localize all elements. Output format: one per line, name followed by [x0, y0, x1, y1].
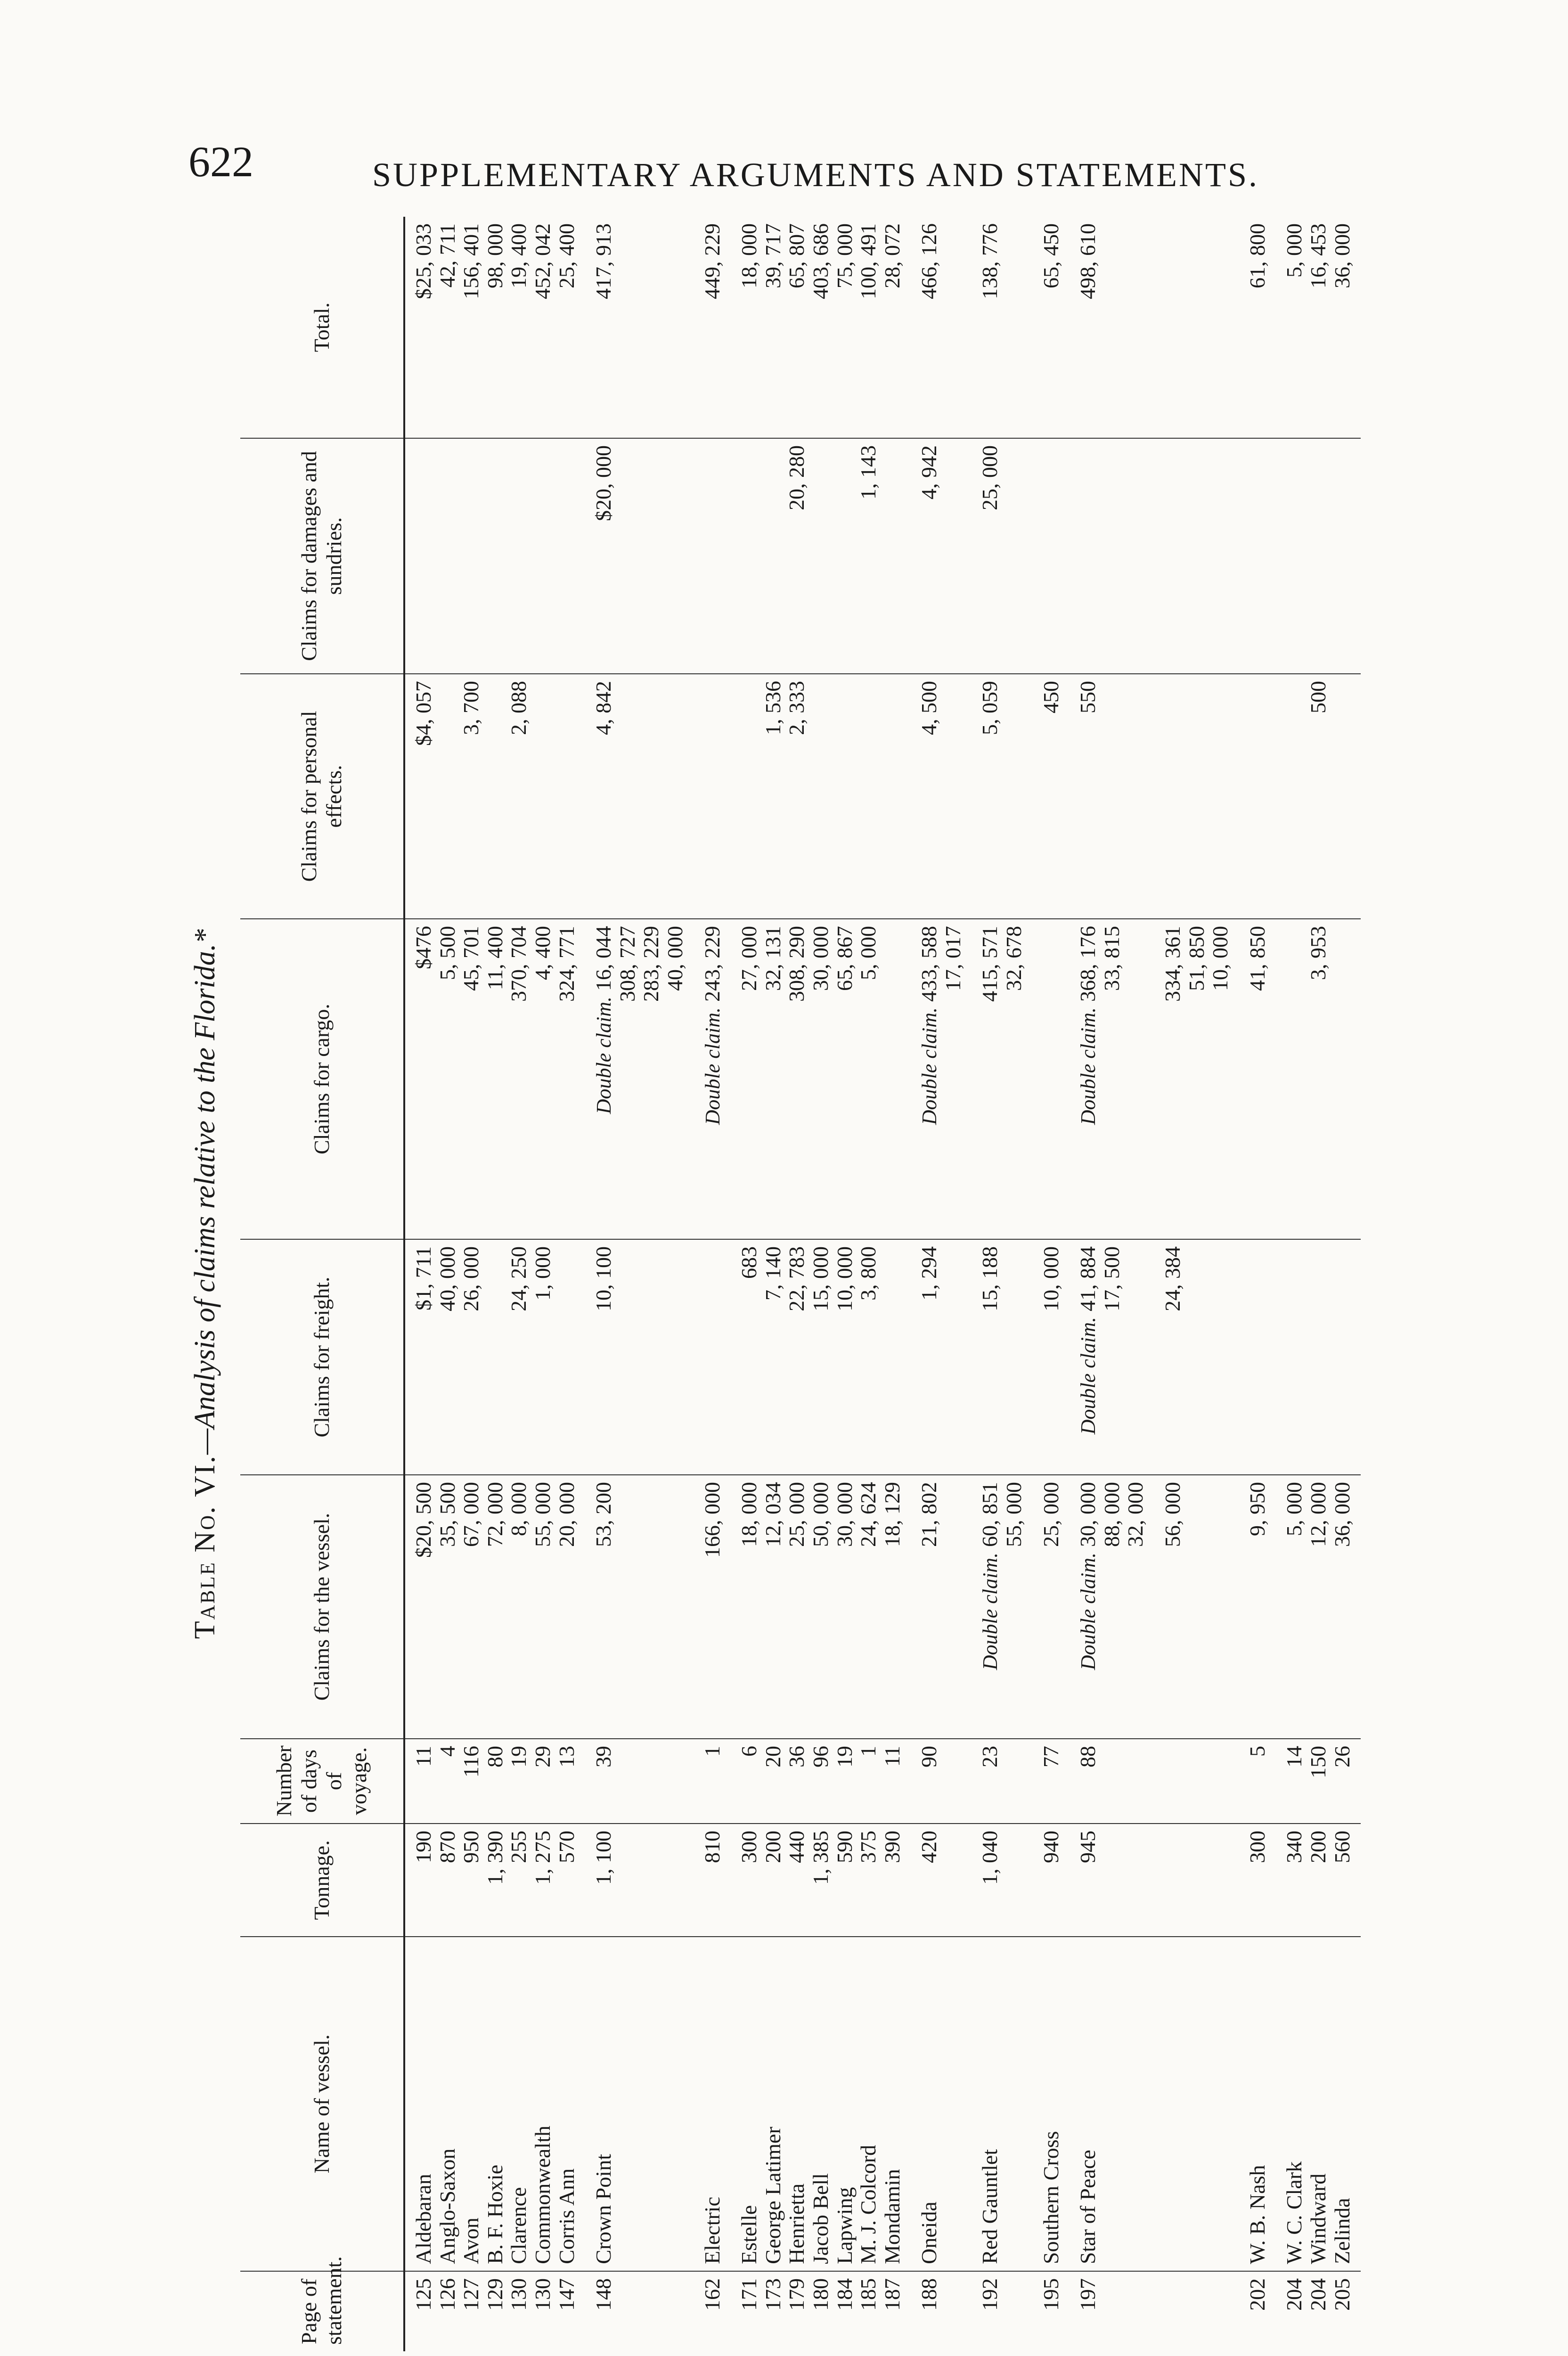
double-claim-note: Double claim. — [1077, 1007, 1100, 1125]
cell-tonnage: 945 — [1070, 1824, 1154, 1937]
cell-damages — [1154, 438, 1239, 674]
cell-vessel-claims: 25, 000 — [1033, 1475, 1070, 1739]
cell-total: 498, 610 — [1070, 217, 1154, 438]
cell-effects — [1154, 674, 1239, 919]
cell-total: 5, 000 16, 453 36, 000 — [1276, 217, 1361, 438]
cell-tonnage: 1, 100 — [585, 1824, 694, 1937]
table-row — [1154, 217, 1239, 2351]
cell-vessel: Southern Cross — [1033, 1937, 1070, 2271]
cell-effects — [1239, 674, 1276, 919]
cell-vessel: W. B. Nash — [1239, 1937, 1276, 2271]
cell-effects — [694, 674, 731, 919]
cell-damages — [1033, 438, 1070, 674]
double-claim-note: Double claim. — [1077, 1317, 1100, 1435]
cell-total: 61, 800 — [1239, 217, 1276, 438]
cell-days — [1154, 1739, 1239, 1824]
double-claim-note: Double claim. — [918, 1007, 941, 1125]
table-row — [1033, 217, 1070, 2351]
cell-total: 417, 913 — [585, 217, 694, 438]
cell-cargo-values: 16, 044 308, 727 283, 229 40, 000 — [591, 926, 687, 1002]
cell-page: 171 173 179 180 184 185 187 — [737, 2278, 904, 2311]
table-label: Table No. VI. — [189, 1455, 221, 1639]
cell-tonnage: 940 — [1033, 1824, 1070, 1937]
cell-vessel-claims: 53, 200 — [585, 1475, 694, 1739]
col-header-days: Number of days of voyage. — [240, 1739, 404, 1824]
col-header-effects: Claims for personal effects. — [240, 674, 404, 919]
cell-cargo: 415, 571 32, 678 — [972, 919, 1032, 1239]
double-claim-note: Double claim. — [701, 1007, 724, 1125]
cell-freight — [1070, 1239, 1154, 1475]
cell-vessel-claims: 5, 000 12, 000 36, 000 — [1276, 1475, 1361, 1739]
cell-days: 77 — [1033, 1739, 1070, 1824]
cell-cargo-values: 368, 176 33, 815 — [1076, 926, 1124, 1002]
col-header-vessel-claims: Claims for the vessel. — [240, 1475, 404, 1739]
cell-page: 195 — [1038, 2278, 1063, 2311]
cell-cargo: $476 5, 500 45, 701 11, 400 370, 704 4, 400 324, 771 — [404, 919, 585, 1239]
cell-page: 192 — [978, 2278, 1002, 2311]
cell-freight-values: 41, 884 17, 500 — [1076, 1246, 1124, 1311]
cell-vessel — [1154, 1937, 1239, 2271]
cell-page: 197 — [1076, 2278, 1100, 2311]
cell-total: 449, 229 — [694, 217, 731, 438]
cell-damages — [1070, 438, 1154, 674]
col-header-freight: Claims for freight. — [240, 1239, 404, 1475]
cell-page — [1154, 2271, 1239, 2351]
cell-cargo — [694, 919, 731, 1239]
table-row — [694, 217, 731, 2351]
cell-page: 188 — [917, 2278, 941, 2311]
cell-tonnage: 1, 040 — [972, 1824, 1032, 1937]
cell-damages: 4, 942 — [911, 438, 972, 674]
cell-cargo: 334, 361 51, 850 10, 000 — [1154, 919, 1239, 1239]
cell-effects: 450 — [1033, 674, 1070, 919]
cell-total — [1154, 217, 1239, 438]
cell-vessel-claims: 166, 000 — [694, 1475, 731, 1739]
cell-freight: 10, 000 — [1033, 1239, 1070, 1475]
col-header-vessel: Name of vessel. — [240, 1937, 404, 2271]
cell-freight: 10, 100 — [585, 1239, 694, 1475]
cell-days: 90 — [911, 1739, 972, 1824]
cell-vessel: Aldebaran Anglo-Saxon Avon B. F. Hoxie Clarence Commonwealth Corris Ann — [404, 1937, 585, 2271]
cell-cargo: 27, 000 32, 131 308, 290 30, 000 65, 867 5, 000 — [731, 919, 911, 1239]
cell-days: 1 — [694, 1739, 731, 1824]
cell-cargo — [911, 919, 972, 1239]
cell-vessel: Estelle George Latimer Henrietta Jacob Bell Lapwing M. J. Colcord Mondamin — [731, 1937, 911, 2271]
cell-cargo-values: 433, 588 17, 017 — [917, 926, 965, 1002]
cell-effects: 4, 842 — [585, 674, 694, 919]
cell-tonnage: 420 — [911, 1824, 972, 1937]
table-row — [1239, 217, 1276, 2351]
cell-effects: 500 — [1276, 674, 1361, 919]
table-row — [731, 217, 911, 2351]
cell-cargo-values: 243, 229 — [700, 926, 724, 1002]
col-header-tonnage: Tonnage. — [240, 1824, 404, 1937]
cell-cargo — [1070, 919, 1154, 1239]
cell-freight: 24, 384 — [1154, 1239, 1239, 1475]
cell-page: 162 — [700, 2278, 724, 2311]
table-row — [972, 217, 1032, 2351]
col-header-damages: Claims for damages and sundries. — [240, 438, 404, 674]
cell-tonnage: 340 200 560 — [1276, 1824, 1361, 1937]
cell-vessel-claims: 56, 000 — [1154, 1475, 1239, 1739]
cell-vessel: Star of Peace — [1070, 1937, 1154, 2271]
cell-effects: $4, 057 3, 700 2, 088 — [404, 674, 585, 919]
table-row — [404, 217, 585, 2351]
table-caption — [179, 217, 231, 2351]
cell-freight: 1, 294 — [911, 1239, 972, 1475]
table-row — [1070, 217, 1154, 2351]
cell-tonnage: 300 200 440 1, 385 590 375 390 — [731, 1824, 911, 1937]
double-claim-note: Double claim. — [592, 997, 616, 1114]
cell-damages — [1276, 438, 1361, 674]
cell-tonnage — [1154, 1824, 1239, 1937]
cell-damages: $20, 000 — [585, 438, 694, 674]
cell-tonnage: 300 — [1239, 1824, 1276, 1937]
cell-effects: 5, 059 — [972, 674, 1032, 919]
cell-damages — [1239, 438, 1276, 674]
double-claim-note: Double claim. — [1077, 1553, 1100, 1670]
table-title: —Analysis of claims relative to the Florida.* — [189, 929, 221, 1455]
claims-table — [240, 217, 1361, 2351]
header-row — [240, 217, 404, 2351]
cell-total: 65, 450 — [1033, 217, 1070, 438]
running-title: SUPPLEMENTARY ARGUMENTS AND STATEMENTS. — [372, 156, 1259, 194]
cell-total: 138, 776 — [972, 217, 1032, 438]
cell-vessel: Electric — [694, 1937, 731, 2271]
cell-vessel-claims — [1070, 1475, 1154, 1739]
cell-vessel-claims-values: 60, 851 55, 000 — [978, 1482, 1026, 1547]
cell-effects: 1, 536 2, 333 — [731, 674, 911, 919]
cell-vessel-claims: 9, 950 — [1239, 1475, 1276, 1739]
cell-effects: 550 — [1070, 674, 1154, 919]
cell-total: 466, 126 — [911, 217, 972, 438]
rotated-table-region — [179, 217, 1385, 2351]
cell-vessel-claims: 18, 000 12, 034 25, 000 50, 000 30, 000 24, 624 18, 129 — [731, 1475, 911, 1739]
cell-vessel-claims: $20, 500 35, 500 67, 000 72, 000 8, 000 55, 000 20, 000 — [404, 1475, 585, 1739]
cell-days: 39 — [585, 1739, 694, 1824]
cell-days: 11 4 116 80 19 29 13 — [404, 1739, 585, 1824]
cell-damages — [694, 438, 731, 674]
cell-vessel-claims: 21, 802 — [911, 1475, 972, 1739]
cell-freight: 683 7, 140 22, 783 15, 000 10, 000 3, 800 — [731, 1239, 911, 1475]
cell-freight: 15, 188 — [972, 1239, 1032, 1475]
col-header-page: Page of statement. — [240, 2271, 404, 2351]
cell-vessel-claims-values: 30, 000 88, 000 32, 000 — [1076, 1482, 1148, 1547]
table-row — [1276, 217, 1361, 2351]
cell-days: 23 — [972, 1739, 1032, 1824]
cell-page: 202 — [1245, 2278, 1269, 2311]
cell-total: 18, 000 39, 717 65, 807 403, 686 75, 000 100, 491 28, 072 — [731, 217, 911, 438]
page-number: 622 — [188, 138, 253, 186]
cell-total: $25, 033 42, 711 156, 401 98, 000 19, 400 452, 042 25, 400 — [404, 217, 585, 438]
cell-cargo: 3, 953 — [1276, 919, 1361, 1239]
cell-vessel: Red Gauntlet — [972, 1937, 1032, 2271]
table-row — [585, 217, 694, 2351]
cell-page: 204 204 205 — [1282, 2278, 1354, 2311]
cell-days: 6 20 36 96 19 1 11 — [731, 1739, 911, 1824]
cell-tonnage: 810 — [694, 1824, 731, 1937]
cell-freight — [1239, 1239, 1276, 1475]
cell-damages: 25, 000 — [972, 438, 1032, 674]
cell-damages: 20, 280 1, 143 — [731, 438, 911, 674]
cell-freight — [1276, 1239, 1361, 1475]
table-row — [911, 217, 972, 2351]
cell-cargo — [1033, 919, 1070, 1239]
cell-vessel: Oneida — [911, 1937, 972, 2271]
cell-days: 5 — [1239, 1739, 1276, 1824]
cell-freight: $1, 711 40, 000 26, 000 24, 250 1, 000 — [404, 1239, 585, 1475]
cell-tonnage: 190 870 950 1, 390 255 1, 275 570 — [404, 1824, 585, 1937]
cell-page: 125 126 127 129 130 130 147 — [411, 2278, 579, 2311]
double-claim-note: Double claim. — [979, 1553, 1002, 1670]
cell-days: 88 — [1070, 1739, 1154, 1824]
cell-freight — [694, 1239, 731, 1475]
cell-vessel-claims — [972, 1475, 1032, 1739]
cell-effects: 4, 500 — [911, 674, 972, 919]
cell-cargo: 41, 850 — [1239, 919, 1276, 1239]
cell-page: 148 — [591, 2278, 616, 2311]
cell-cargo — [585, 919, 694, 1239]
cell-days: 14 150 26 — [1276, 1739, 1361, 1824]
cell-damages — [404, 438, 585, 674]
col-header-total: Total. — [240, 217, 404, 438]
cell-vessel: Crown Point — [585, 1937, 694, 2271]
col-header-cargo: Claims for cargo. — [240, 919, 404, 1239]
cell-vessel: W. C. Clark Windward Zelinda — [1276, 1937, 1361, 2271]
